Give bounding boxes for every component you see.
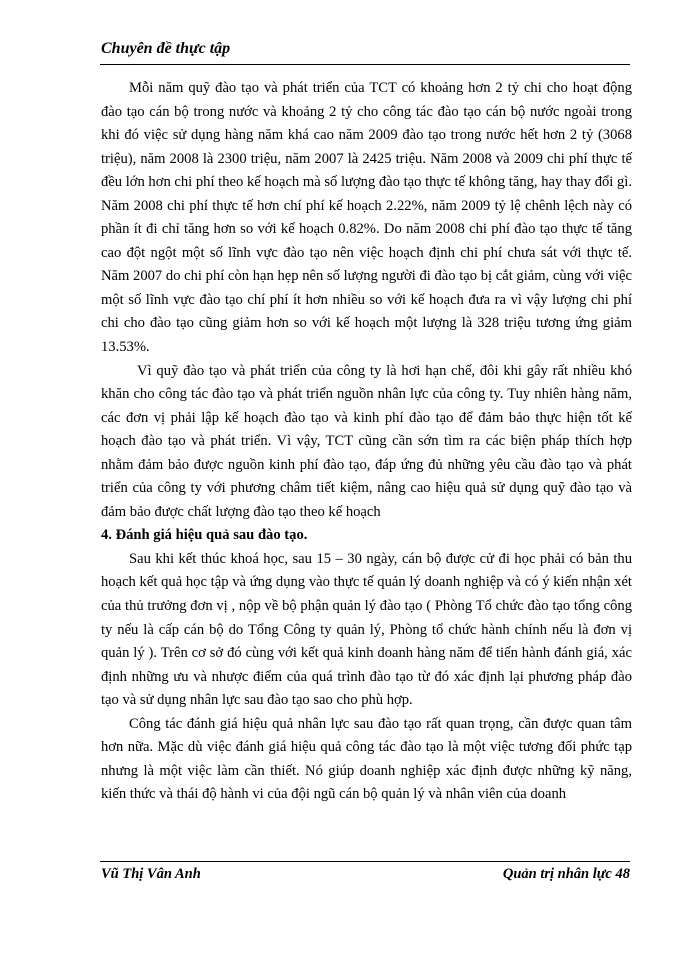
footer-section-label: Quản trị nhân lực 48	[502, 866, 630, 882]
paragraph-training-budget: Mỗi năm quỹ đào tạo và phát triển của TCT có khoảng hơn 2 tỷ chi cho hoạt động đào tạo cán bộ trong nước và khoảng 2 tỷ cho công tác đào tạo cán bộ nước ngoài trong khi đó việc sử dụng hàng năm khá cao năm 2009 đào tạo trong nước hết hơn 2 tỷ (3068 triệu), năm 2008 là 2300 triệu, năm 2007 là 2425 triệu. Năm 2008 và 2009 chi phí thực tế đều lớn hơn chi phí theo kế hoạch mà số lượng đào tạo thực tế không tăng, hay thay đổi gì. Năm 2008 chi phí thực tế hơn chí phí kế hoạch 2.22%, năm 2009 tỷ lệ chênh lệch này có phần ít đi chỉ tăng hơn so với kế hoạch 0.82%. Do năm 2008 chi phí đào tạo thực tế tăng cao đột ngột một số lĩnh vực đào tạo nên việc hoạch định chi phí chưa sát với thực tế. Năm 2007 do chi phí còn hạn hẹp nên số lượng người đi đào tạo bị cắt giảm, cùng với việc một số lĩnh vực đào tạo chí phí ít hơn nhiều so với kế hoạch đưa ra vì vậy lượng chi phí chi cho đào tạo cũng giảm hơn so với kế hoạch một lượng là 328 triệu tương ứng giảm 13.53%.	[101, 80, 632, 356]
paragraph-evaluation-importance: Công tác đánh giá hiệu quả nhân lực sau đào tạo rất quan trọng, cần được quan tâm hơn nữa. Mặc dù việc đánh giá hiệu quả công tác đào tạo là một việc tương đối phức tạp nhưng là một việc làm cần thiết. Nó giúp doanh nghiệp xác định được những kỹ năng, kiến thức và thái độ hành vi của đội ngũ cán bộ quản lý và nhân viên của doanh	[101, 715, 632, 803]
header-divider	[100, 64, 630, 65]
footer-divider	[100, 861, 630, 862]
paragraph-fund-limitations: Vì quỹ đào tạo và phát triển của công ty là hơi hạn chế, đôi khi gây rất nhiều khó khăn cho công tác đào tạo và phát triển nguồn nhân lực của công ty. Tuy nhiên hàng năm, các đơn vị phải lập kế hoạch đào tạo và kinh phí đào tạo để đảm bảo thực hiện tốt kế hoạch đào tạo và phát triển. Vì vậy, TCT cũng cần sớn tìm ra các biện pháp thích hợp nhằm đảm bảo được nguồn kinh phí đào tạo, đáp ứng đủ những yêu cầu đào tạo và phát triển của công ty với phương châm tiết kiệm, nâng cao hiệu quả sử dụng quỹ đào tạo và đảm bảo được chất lượng đào tạo theo kế hoạch	[101, 362, 632, 520]
document-body	[101, 77, 632, 807]
section-heading-evaluation: 4. Đánh giá hiệu quả sau đào tạo.	[101, 527, 308, 544]
footer-author: Vũ Thị Vân Anh	[101, 866, 201, 882]
paragraph-post-training-report: Sau khi kết thúc khoá học, sau 15 – 30 ngày, cán bộ được cử đi học phải có bản thu hoạch kết quả học tập và ứng dụng vào thực tế quản lý doanh nghiệp và có ý kiến nhận xét của thủ trưởng đơn vị , nộp về bộ phận quản lý đào tạo ( Phòng Tổ chức đào tạo tổng công ty nếu là cấp cán bộ do Tổng Công ty quản lý, Phòng tổ chức hành chính nếu là đơn vị quản lý ). Trên cơ sở đó cùng với kết quả kinh doanh hàng năm để tiến hành đánh giá, xác định những ưu và nhược điểm của quá trình đào tạo từ đó xác định lại phương pháp đào tạo và sử dụng nhân lực sau đào tạo sao cho phù hợp.	[101, 550, 632, 709]
page-header-title: Chuyên đề thực tập	[101, 40, 231, 57]
